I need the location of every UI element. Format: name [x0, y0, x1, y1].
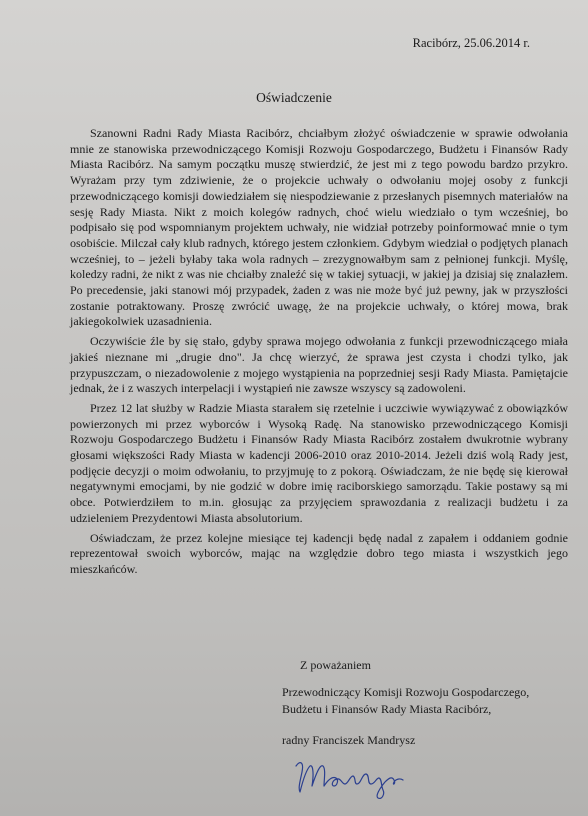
date-line: Racibórz, 25.06.2014 r.: [412, 36, 530, 50]
signatory-title-line-1: Przewodniczący Komisji Rozwoju Gospodarczego,: [282, 685, 530, 699]
letter-body: [70, 126, 568, 582]
signatory-name: radny Franciszek Mandrysz: [282, 733, 416, 747]
paragraph-4: Oświadczam, że przez kolejne miesiące tej kadencji będę nadal z zapałem i oddaniem godnie reprezentował swoich wyborców, mając na względzie dobro tego miasta i wszystkich jego mieszkańców.: [70, 530, 568, 576]
signatory-title-line-2: Budżetu i Finansów Rady Miasta Racibórz,: [282, 702, 492, 716]
handwritten-signature: [290, 752, 410, 802]
document-title: Oświadczenie: [256, 90, 332, 105]
closing-salutation: Z poważaniem: [300, 658, 371, 672]
paragraph-1: Szanowni Radni Rady Miasta Racibórz, chciałbym złożyć oświadczenie w sprawie odwołania mnie ze stanowiska przewodniczącego Komisji Rozwoju Gospodarczego, Budżetu i Finansów Rady Miasta Racibórz. Na samym początku muszę stwierdzić, że jest mi z tego powodu bardzo przykro. Wyrażam przy tym zdziwienie, że o projekcie uchwały o odwołaniu mojej osoby z funkcji przewodniczącego komisji dowiedziałem się niespodziewanie z przesłanych pisemnych materiałów na sesję Rady Miasta. Nikt z moich kolegów radnych, choć wielu wiedziało o tym wcześniej, bo podpisało się pod wspomnianym projektem uchwały, nie widział potrzeby poinformować mnie o tym osobiście. Milczał cały klub radnych, którego jestem członkiem. Gdybym wiedział o podjętych planach wcześniej, to – jeżeli byłaby taka wola radnych – zrezygnowałbym sam z pełnionej funkcji. Myślę, koledzy radni, że nikt z was nie chciałby znaleźć się w takiej sytuacji, w jakiej ja dzisiaj się znalazłem. Po precedensie, jaki stanowi mój przypadek, żaden z was nie może być już pewny, jak w przyszłości zostanie potraktowany. Proszę zwrócić uwagę, że na projekcie uchwały, o której mowa, brak jakiegokolwiek uzasadnienia.: [70, 126, 568, 329]
paragraph-2: Oczywiście źle by się stało, gdyby sprawa mojego odwołania z funkcji przewodniczącego miała jakieś nieznane mi „drugie dno". Ja chcę wierzyć, że sprawa jest czysta i chodzi tylko, jak przypuszczam, o niezadowolenie z mojego wystąpienia na poprzedniej sesji Rady Miasta. Pamiętajcie jednak, że i z waszych interpelacji i wystąpień nie zawsze wszyscy są zadowoleni.: [70, 334, 568, 396]
paragraph-3: Przez 12 lat służby w Radzie Miasta starałem się rzetelnie i uczciwie wywiązywać z obowiązków powierzonych mi przez wyborców i Wysoką Radę. Na stanowisko przewodniczącego Komisji Rozwoju Gospodarczego Budżetu i Finansów Rady Miasta Racibórz zostałem dwukrotnie wybrany głosami większości Rady Miasta w kadencji 2006-2010 oraz 2010-2014. Jeżeli dziś wolą Rady jest, podjęcie decyzji o moim odwołaniu, to przyjmuję to z pokorą. Oświadczam, że nie będę się kierował negatywnymi emocjami, by nie godzić w dobre imię raciborskiego samorządu. Takie postawy są mi obce. Potwierdziłem to m.in. głosując za przyjęciem sprawozdania z realizacji budżetu i za udzieleniem Prezydentowi Miasta absolutorium.: [70, 400, 568, 525]
signatory-title: [282, 684, 582, 718]
